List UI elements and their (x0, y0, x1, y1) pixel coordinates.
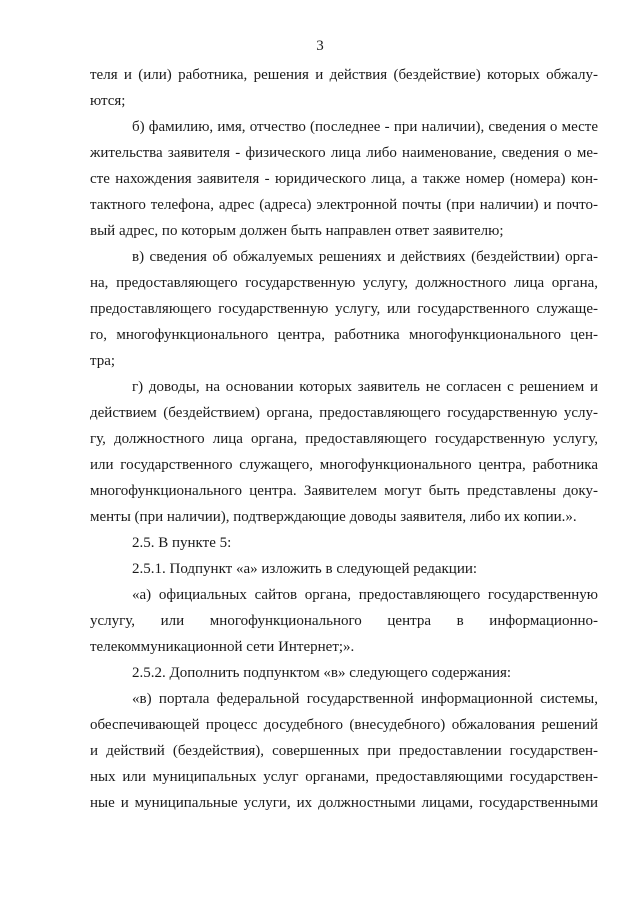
paragraph-first-line: 2.5.1. Подпункт «а» изложить в следующей редакции: (132, 561, 478, 577)
paragraph-first-line: «а) официальных сайтов органа, предоставляющего государственную (132, 587, 598, 603)
text-line: тактного телефона, адрес (адреса) электронной почты (при наличии) и почто- (90, 197, 598, 213)
page-number: 3 (316, 38, 324, 54)
text-line: го, многофункционального центра, работника многофункционального цен- (90, 327, 598, 343)
text-line: многофункционального центра. Заявителем могут быть представлены доку- (90, 483, 598, 499)
text-line: действием (бездействием) органа, предоставляющего государственную услу- (90, 405, 598, 421)
paragraph-first-line: в) сведения об обжалуемых решениях и действиях (бездействии) орга- (132, 249, 598, 265)
paragraph-first-line: б) фамилию, имя, отчество (последнее - при наличии), сведения о месте (132, 119, 598, 135)
text-line: тра; (90, 353, 116, 369)
text-line: ются; (90, 93, 126, 109)
text-line: предоставляющего государственную услугу, или государственного служаще- (90, 301, 598, 317)
text-line: телекоммуникационной сети Интернет;». (90, 639, 355, 655)
text-line: и действий (бездействия), совершенных при предоставлении государствен- (90, 743, 598, 759)
text-line: услугу, или многофункционального центра в информационно- (90, 613, 598, 629)
text-line: ных или муниципальных услуг органами, предоставляющими государствен- (90, 769, 598, 785)
paragraph-first-line: г) доводы, на основании которых заявитель не согласен с решением и (132, 379, 598, 395)
text-line: сте нахождения заявителя - юридического лица, а также номер (номера) кон- (90, 171, 598, 187)
paragraph-first-line: «в) портала федеральной государственной информационной системы, (132, 691, 598, 707)
text-line: гу, должностного лица органа, предоставляющего государственную услугу, (90, 431, 598, 447)
text-line: менты (при наличии), подтверждающие доводы заявителя, либо их копии.». (90, 509, 577, 525)
paragraph-first-line: 2.5. В пункте 5: (132, 535, 232, 551)
text-line: жительства заявителя - физического лица либо наименование, сведения о ме- (90, 145, 598, 161)
text-line: вый адрес, по которым должен быть направлен ответ заявителю; (90, 223, 504, 239)
paragraph-first-line: 2.5.2. Дополнить подпунктом «в» следующего содержания: (132, 665, 512, 681)
text-line: на, предоставляющего государственную услугу, должностного лица органа, (90, 275, 598, 291)
text-line: или государственного служащего, многофункционального центра, работника (90, 457, 598, 473)
text-line: теля и (или) работника, решения и действия (бездействие) которых обжалу- (90, 67, 598, 83)
text-line: ные и муниципальные услуги, их должностными лицами, государственными (90, 795, 598, 811)
text-line: обеспечивающей процесс досудебного (внесудебного) обжалования решений (90, 717, 598, 733)
